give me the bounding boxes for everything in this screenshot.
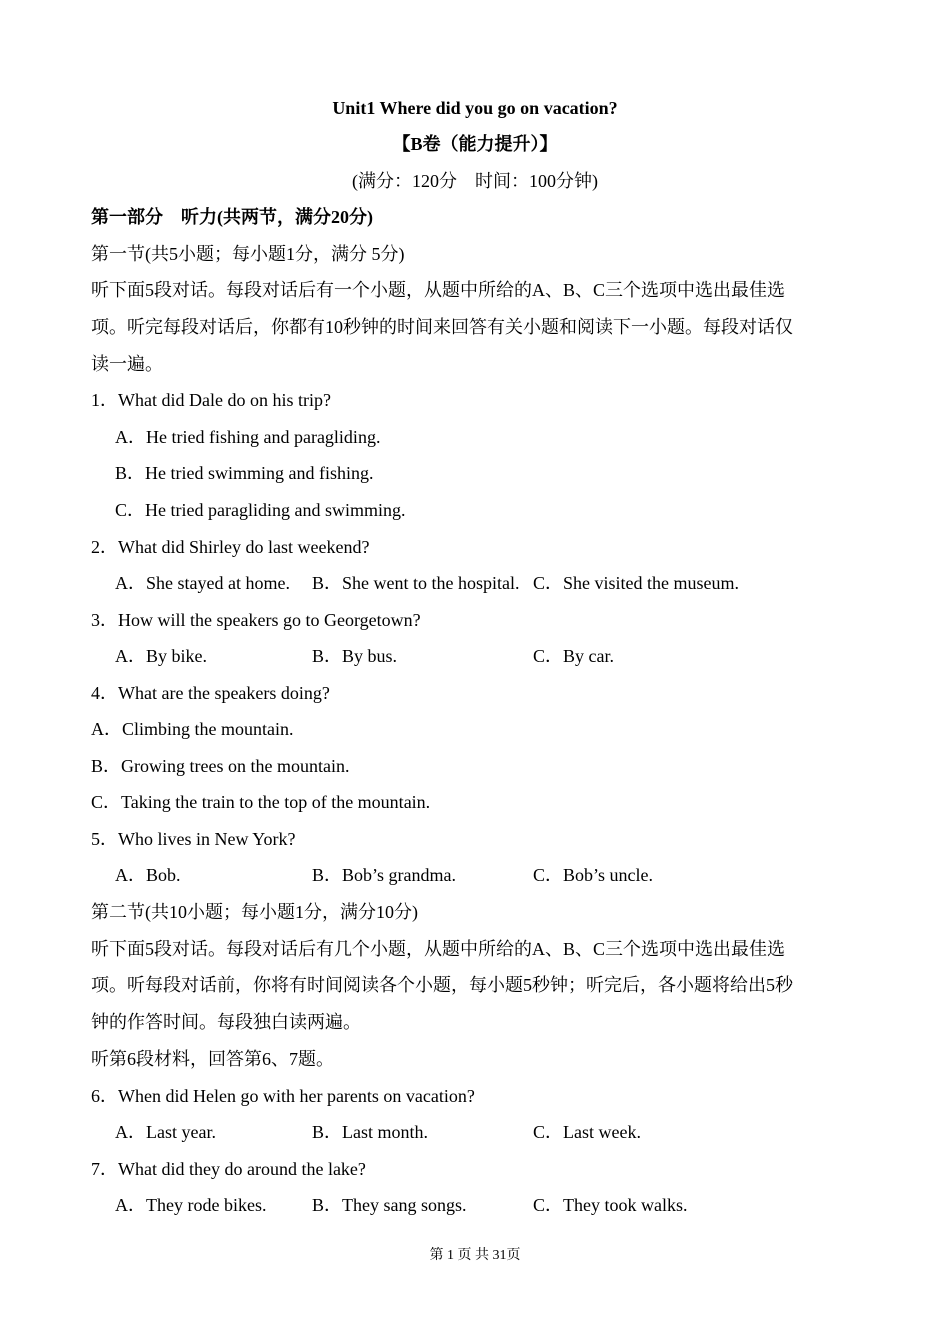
document-subtitle: 【B卷（能力提升）】	[392, 134, 558, 154]
question-2-option-c: C．She visited the museum.	[533, 573, 739, 593]
question-5-option-b: B．Bob’s grandma.	[312, 865, 456, 885]
section1-instruction-line: 读一遍。	[91, 354, 163, 374]
section2-heading: 第二节(共10小题；每小题1分，满分10分)	[91, 902, 418, 922]
section1-heading: 第一节(共5小题；每小题1分，满分 5分)	[91, 244, 405, 264]
question-2-option-a: A．She stayed at home.	[115, 573, 290, 593]
section1-instruction-line: 听下面5段对话。每段对话后有一个小题，从题中所给的A、B、C三个选项中选出最佳选	[91, 280, 786, 300]
material-note: 听第6段材料，回答第6、7题。	[91, 1049, 334, 1069]
section2-instruction-line: 听下面5段对话。每段对话后有几个小题，从题中所给的A、B、C三个选项中选出最佳选	[91, 939, 786, 959]
question-7-option-b: B．They sang songs.	[312, 1195, 467, 1215]
section1-instruction-line: 项。听完每段对话后，你都有10秒钟的时间来回答有关小题和阅读下一小题。每段对话仅	[91, 317, 793, 337]
question-5-stem: 5．Who lives in New York?	[91, 829, 296, 849]
question-4-stem: 4．What are the speakers doing?	[91, 683, 330, 703]
question-7-option-a: A．They rode bikes.	[115, 1195, 267, 1215]
section2-instruction-line: 钟的作答时间。每段独白读两遍。	[91, 1012, 361, 1032]
question-4-option-c: C．Taking the train to the top of the mountain.	[91, 792, 431, 812]
question-7-option-c: C．They took walks.	[533, 1195, 688, 1215]
question-6-option-b: B．Last month.	[312, 1122, 428, 1142]
question-5-option-c: C．Bob’s uncle.	[533, 865, 653, 885]
page-footer: 第 1 页 共 31页	[429, 1248, 521, 1263]
score-and-time: (满分：120分 时间：100分钟)	[352, 171, 598, 191]
section2-instruction-line: 项。听每段对话前，你将有时间阅读各个小题，每小题5秒钟；听完后，各小题将给出5秒	[91, 975, 793, 995]
document-title: Unit1 Where did you go on vacation?	[332, 98, 618, 118]
question-6-stem: 6．When did Helen go with her parents on vacation?	[91, 1086, 475, 1106]
question-3-option-a: A．By bike.	[115, 646, 207, 666]
question-1-option-c: C．He tried paragliding and swimming.	[115, 500, 406, 520]
question-2-stem: 2．What did Shirley do last weekend?	[91, 537, 370, 557]
question-1-option-b: B．He tried swimming and fishing.	[115, 463, 374, 483]
question-2-option-b: B．She went to the hospital.	[312, 573, 520, 593]
question-3-option-c: C．By car.	[533, 646, 614, 666]
question-7-stem: 7．What did they do around the lake?	[91, 1159, 366, 1179]
question-4-option-a: A．Climbing the mountain.	[91, 719, 294, 739]
part1-heading: 第一部分 听力(共两节，满分20分)	[91, 207, 373, 227]
question-5-option-a: A．Bob.	[115, 865, 181, 885]
question-6-option-a: A．Last year.	[115, 1122, 216, 1142]
question-1-option-a: A．He tried fishing and paragliding.	[115, 427, 381, 447]
question-3-stem: 3．How will the speakers go to Georgetown?	[91, 610, 421, 630]
question-6-option-c: C．Last week.	[533, 1122, 641, 1142]
question-1-stem: 1．What did Dale do on his trip?	[91, 390, 331, 410]
question-4-option-b: B．Growing trees on the mountain.	[91, 756, 350, 776]
question-3-option-b: B．By bus.	[312, 646, 398, 666]
